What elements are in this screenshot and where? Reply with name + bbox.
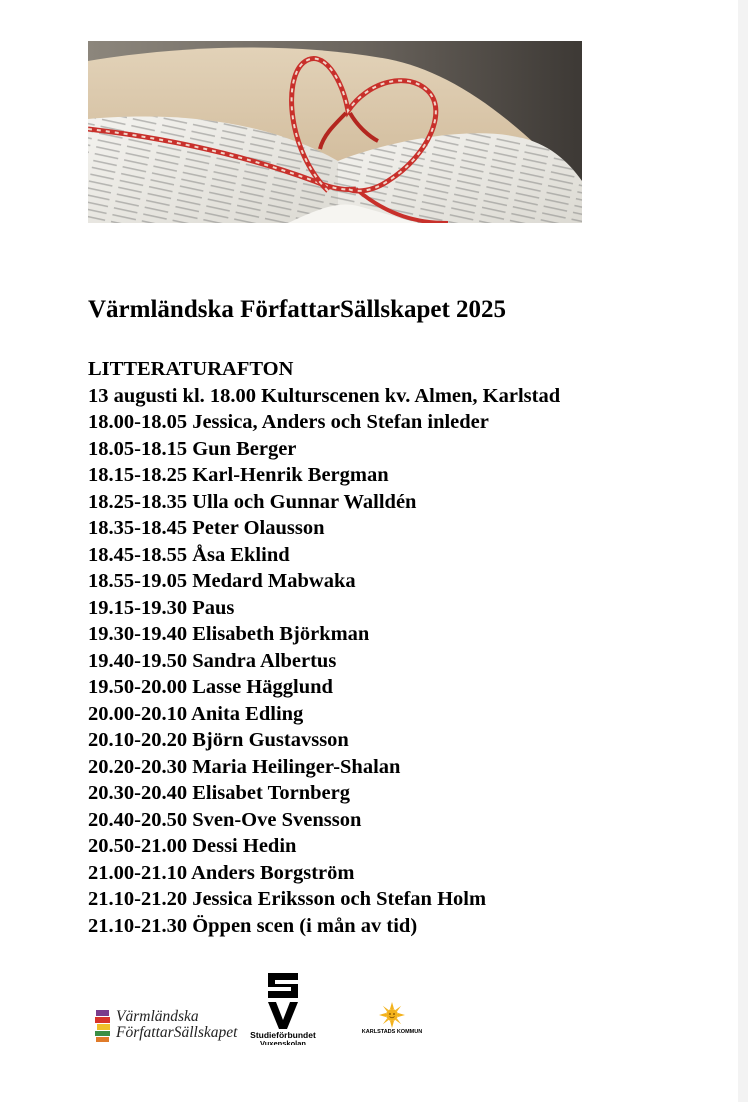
sun-icon bbox=[379, 1002, 405, 1028]
vfs-wordmark-line1: Värmländska bbox=[116, 1008, 199, 1025]
karlstad-name: KARLSTADS KOMMUN bbox=[361, 1029, 423, 1035]
karlstad-logo bbox=[356, 1002, 428, 1042]
program-line: 19.40-19.50 Sandra Albertus bbox=[88, 649, 337, 672]
program-line: 20.50-21.00 Dessi Hedin bbox=[88, 835, 297, 857]
program-line: 20.00-20.10 Anita Edling bbox=[88, 702, 304, 725]
program-line: LITTERATURAFTON bbox=[88, 358, 294, 380]
program-line: 13 augusti kl. 18.00 Kulturscenen kv. Almen, Karlstad bbox=[88, 384, 561, 407]
program-line: 18.25-18.35 Ulla och Gunnar Walldén bbox=[88, 490, 417, 513]
program-line: 20.40-20.50 Sven-Ove Svensson bbox=[88, 808, 362, 831]
sv-name: Studieförbundet bbox=[250, 1030, 316, 1040]
program-line: 18.15-18.25 Karl-Henrik Bergman bbox=[88, 464, 389, 486]
vfs-wordmark bbox=[116, 1009, 237, 1041]
program-line: 20.10-20.20 Björn Gustavsson bbox=[88, 729, 349, 751]
program-line: 18.00-18.05 Jessica, Anders och Stefan inleder bbox=[88, 411, 489, 433]
program-line: 19.30-19.40 Elisabeth Björkman bbox=[88, 623, 370, 645]
sv-subname: Vuxenskolan bbox=[260, 1040, 306, 1045]
sv-monogram-icon bbox=[266, 970, 300, 1030]
program-line: 18.45-18.55 Åsa Eklind bbox=[88, 543, 290, 566]
program-line: 18.55-19.05 Medard Mabwaka bbox=[88, 570, 356, 592]
vfs-logo bbox=[90, 1006, 250, 1046]
page-title: Värmländska FörfattarSällskapet 2025 bbox=[88, 296, 507, 323]
program-line: 18.35-18.45 Peter Olausson bbox=[88, 517, 325, 539]
program-list bbox=[88, 356, 560, 939]
book-heart-twine-illustration bbox=[88, 41, 582, 223]
hero-image bbox=[88, 41, 582, 223]
program-line: 21.10-21.20 Jessica Eriksson och Stefan Holm bbox=[88, 888, 487, 910]
program-line: 19.50-20.00 Lasse Hägglund bbox=[88, 676, 333, 698]
program-line: 20.30-20.40 Elisabet Tornberg bbox=[88, 782, 350, 804]
stacked-books-icon bbox=[94, 1010, 112, 1042]
program-line: 21.00-21.10 Anders Borgström bbox=[88, 861, 355, 884]
sponsor-logos bbox=[88, 968, 448, 1058]
program-line: 21.10-21.30 Öppen scen (i mån av tid) bbox=[88, 914, 418, 937]
program-line: 18.05-18.15 Gun Berger bbox=[88, 437, 297, 460]
program-line: 19.15-19.30 Paus bbox=[88, 596, 235, 619]
page-edge bbox=[738, 0, 748, 1102]
vfs-wordmark-line2: FörfattarSällskapet bbox=[116, 1024, 238, 1041]
program-line: 20.20-20.30 Maria Heilinger-Shalan bbox=[88, 755, 401, 778]
sv-logo bbox=[244, 970, 322, 1052]
